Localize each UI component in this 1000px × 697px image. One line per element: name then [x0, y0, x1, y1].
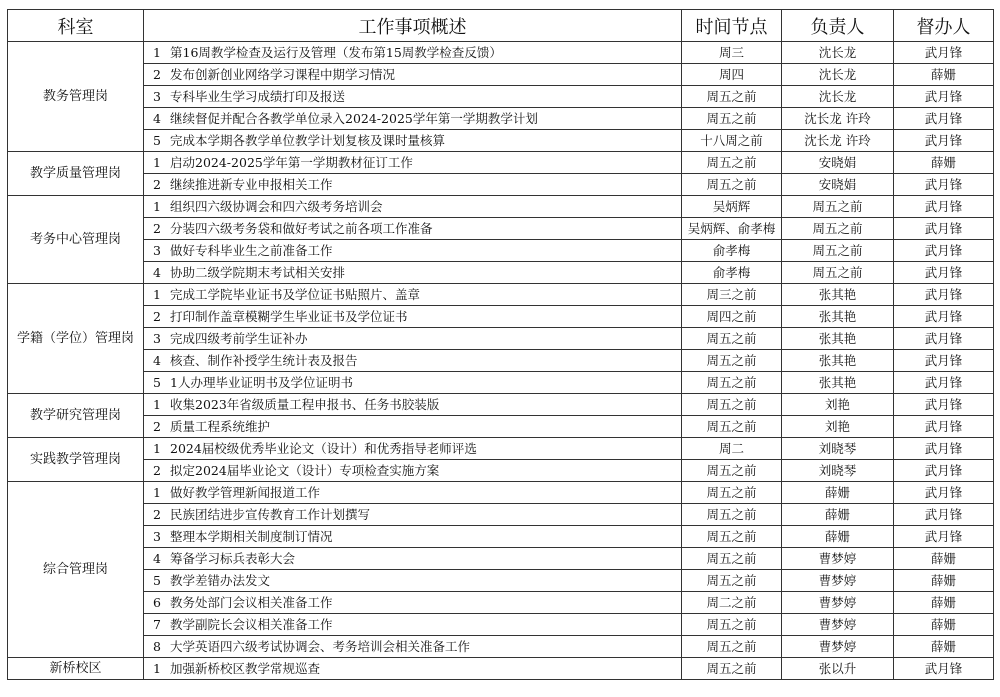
table-row [8, 372, 994, 394]
owner-cell: 沈长龙 许玲 [782, 130, 894, 152]
owner-cell: 周五之前 [782, 218, 894, 240]
item-text: 拟定2024届毕业论文（设计）专项检查实施方案 [170, 462, 440, 478]
supervisor-cell: 武月锋 [894, 526, 994, 548]
item-text: 打印制作盖章模糊学生毕业证书及学位证书 [170, 308, 408, 324]
item-cell [144, 42, 682, 64]
item-number: 4 [153, 352, 161, 368]
item-text: 质量工程系统维护 [170, 418, 271, 434]
supervisor-cell: 武月锋 [894, 86, 994, 108]
time-cell: 俞孝梅 [682, 240, 782, 262]
item-cell [144, 526, 682, 548]
table-row [8, 108, 994, 130]
table-row [8, 416, 994, 438]
time-cell: 周五之前 [682, 86, 782, 108]
supervisor-cell: 武月锋 [894, 174, 994, 196]
time-cell: 周五之前 [682, 636, 782, 658]
table-row [8, 218, 994, 240]
item-cell [144, 504, 682, 526]
item-number: 7 [153, 616, 161, 632]
owner-cell: 曹梦婷 [782, 636, 894, 658]
item-text: 收集2023年省级质量工程申报书、任务书胶装版 [170, 396, 440, 412]
item-number: 5 [153, 572, 161, 588]
supervisor-cell: 武月锋 [894, 394, 994, 416]
table-row [8, 592, 994, 614]
table-row [8, 262, 994, 284]
owner-cell: 薛姗 [782, 482, 894, 504]
owner-cell: 张以升 [782, 658, 894, 680]
item-cell [144, 108, 682, 130]
item-cell [144, 86, 682, 108]
dept-cell: 学籍（学位）管理岗 [8, 284, 144, 394]
supervisor-cell: 武月锋 [894, 438, 994, 460]
supervisor-cell: 武月锋 [894, 460, 994, 482]
item-number: 3 [153, 330, 161, 346]
item-number: 1 [153, 440, 161, 456]
owner-cell: 沈长龙 许玲 [782, 108, 894, 130]
item-number: 1 [153, 286, 161, 302]
supervisor-cell: 武月锋 [894, 482, 994, 504]
owner-cell: 刘艳 [782, 394, 894, 416]
table-row [8, 306, 994, 328]
supervisor-cell: 武月锋 [894, 416, 994, 438]
table-body [8, 42, 994, 680]
owner-cell: 周五之前 [782, 240, 894, 262]
owner-cell: 张其艳 [782, 372, 894, 394]
item-text: 整理本学期相关制度制订情况 [170, 528, 333, 544]
dept-cell: 考务中心管理岗 [8, 196, 144, 284]
time-cell: 周五之前 [682, 570, 782, 592]
item-number: 1 [153, 198, 161, 214]
item-text: 1人办理毕业证明书及学位证明书 [170, 374, 353, 390]
item-text: 完成工学院毕业证书及学位证书贴照片、盖章 [170, 286, 421, 302]
owner-cell: 刘晓琴 [782, 438, 894, 460]
owner-cell: 安晓娟 [782, 152, 894, 174]
time-cell: 周四之前 [682, 306, 782, 328]
table-row [8, 394, 994, 416]
time-cell: 周五之前 [682, 548, 782, 570]
item-number: 1 [153, 154, 161, 170]
supervisor-cell: 薛姗 [894, 152, 994, 174]
weekly-work-table [7, 9, 994, 680]
time-cell: 周五之前 [682, 504, 782, 526]
table-row [8, 658, 994, 680]
item-cell [144, 482, 682, 504]
item-cell [144, 130, 682, 152]
item-cell [144, 262, 682, 284]
time-cell: 周五之前 [682, 658, 782, 680]
item-cell [144, 328, 682, 350]
item-cell [144, 196, 682, 218]
item-cell [144, 658, 682, 680]
item-number: 1 [153, 396, 161, 412]
item-number: 4 [153, 550, 161, 566]
item-number: 2 [153, 66, 161, 82]
item-text: 完成本学期各教学单位教学计划复核及课时量核算 [170, 132, 446, 148]
supervisor-cell: 武月锋 [894, 240, 994, 262]
item-text: 做好教学管理新闻报道工作 [170, 484, 321, 500]
supervisor-cell: 武月锋 [894, 658, 994, 680]
table-row [8, 328, 994, 350]
time-cell: 周二 [682, 438, 782, 460]
item-text: 组织四六级协调会和四六级考务培训会 [170, 198, 383, 214]
supervisor-cell: 薛姗 [894, 614, 994, 636]
dept-cell: 实践教学管理岗 [8, 438, 144, 482]
owner-cell: 周五之前 [782, 262, 894, 284]
table-row [8, 504, 994, 526]
item-number: 2 [153, 462, 161, 478]
time-cell: 周五之前 [682, 350, 782, 372]
table-row [8, 86, 994, 108]
item-text: 2024届校级优秀毕业论文（设计）和优秀指导老师评选 [170, 440, 477, 456]
time-cell: 周五之前 [682, 328, 782, 350]
item-text: 教务处部门会议相关准备工作 [170, 594, 333, 610]
time-cell: 周二之前 [682, 592, 782, 614]
supervisor-cell: 武月锋 [894, 328, 994, 350]
supervisor-cell: 薛姗 [894, 592, 994, 614]
item-number: 2 [153, 506, 161, 522]
dept-cell: 新桥校区 [8, 658, 144, 680]
supervisor-cell: 武月锋 [894, 218, 994, 240]
supervisor-cell: 武月锋 [894, 130, 994, 152]
item-text: 启动2024-2025学年第一学期教材征订工作 [170, 154, 413, 170]
table-row [8, 174, 994, 196]
item-text: 分装四六级考务袋和做好考试之前各项工作准备 [170, 220, 433, 236]
table-row [8, 636, 994, 658]
supervisor-cell: 武月锋 [894, 284, 994, 306]
owner-cell: 张其艳 [782, 306, 894, 328]
table-row [8, 42, 994, 64]
item-cell [144, 394, 682, 416]
time-cell: 周五之前 [682, 526, 782, 548]
supervisor-cell: 武月锋 [894, 306, 994, 328]
item-text: 教学副院长会议相关准备工作 [170, 616, 333, 632]
owner-cell: 曹梦婷 [782, 592, 894, 614]
item-cell [144, 284, 682, 306]
header-row [8, 10, 994, 42]
table-row [8, 240, 994, 262]
item-number: 3 [153, 88, 161, 104]
time-cell: 周五之前 [682, 482, 782, 504]
item-text: 继续推进新专业申报相关工作 [170, 176, 333, 192]
time-cell: 十八周之前 [682, 130, 782, 152]
owner-cell: 张其艳 [782, 284, 894, 306]
time-cell: 周五之前 [682, 372, 782, 394]
owner-cell: 张其艳 [782, 350, 894, 372]
item-text: 继续督促并配合各教学单位录入2024-2025学年第一学期教学计划 [170, 110, 538, 126]
item-number: 2 [153, 418, 161, 434]
item-text: 筹备学习标兵表彰大会 [170, 550, 296, 566]
item-cell [144, 438, 682, 460]
header-supervisor: 督办人 [894, 10, 994, 42]
supervisor-cell: 武月锋 [894, 262, 994, 284]
owner-cell: 曹梦婷 [782, 548, 894, 570]
dept-cell: 教学质量管理岗 [8, 152, 144, 196]
table-row [8, 482, 994, 504]
item-text: 大学英语四六级考试协调会、考务培训会相关准备工作 [170, 638, 471, 654]
time-cell: 周五之前 [682, 108, 782, 130]
item-text: 完成四级考前学生证补办 [170, 330, 308, 346]
supervisor-cell: 武月锋 [894, 350, 994, 372]
table-row [8, 350, 994, 372]
supervisor-cell: 薛姗 [894, 570, 994, 592]
supervisor-cell: 武月锋 [894, 42, 994, 64]
item-text: 加强新桥校区教学常规巡查 [170, 660, 321, 676]
item-text: 核查、制作补授学生统计表及报告 [170, 352, 358, 368]
table-row [8, 548, 994, 570]
item-number: 3 [153, 242, 161, 258]
item-number: 4 [153, 264, 161, 280]
item-number: 6 [153, 594, 161, 610]
supervisor-cell: 武月锋 [894, 504, 994, 526]
time-cell: 吴炳辉、俞孝梅 [682, 218, 782, 240]
item-cell [144, 64, 682, 86]
item-number: 2 [153, 220, 161, 236]
owner-cell: 薛姗 [782, 526, 894, 548]
item-cell [144, 240, 682, 262]
owner-cell: 周五之前 [782, 196, 894, 218]
item-cell [144, 614, 682, 636]
supervisor-cell: 武月锋 [894, 108, 994, 130]
time-cell: 周五之前 [682, 614, 782, 636]
item-cell [144, 548, 682, 570]
item-text: 第16周教学检查及运行及管理（发布第15周教学检查反馈） [170, 44, 502, 60]
table-row [8, 460, 994, 482]
item-cell [144, 152, 682, 174]
owner-cell: 张其艳 [782, 328, 894, 350]
item-cell [144, 570, 682, 592]
owner-cell: 刘晓琴 [782, 460, 894, 482]
header-time: 时间节点 [682, 10, 782, 42]
time-cell: 周五之前 [682, 152, 782, 174]
item-number: 2 [153, 176, 161, 192]
time-cell: 周五之前 [682, 416, 782, 438]
item-cell [144, 416, 682, 438]
item-text: 做好专科毕业生之前准备工作 [170, 242, 333, 258]
item-cell [144, 350, 682, 372]
table-row [8, 284, 994, 306]
item-cell [144, 592, 682, 614]
table-row [8, 570, 994, 592]
item-number: 8 [153, 638, 161, 654]
owner-cell: 刘艳 [782, 416, 894, 438]
time-cell: 俞孝梅 [682, 262, 782, 284]
item-number: 4 [153, 110, 161, 126]
owner-cell: 沈长龙 [782, 64, 894, 86]
item-cell [144, 372, 682, 394]
time-cell: 周四 [682, 64, 782, 86]
item-cell [144, 460, 682, 482]
table-row [8, 526, 994, 548]
owner-cell: 沈长龙 [782, 42, 894, 64]
item-number: 1 [153, 44, 161, 60]
header-dept: 科室 [8, 10, 144, 42]
table-row [8, 438, 994, 460]
time-cell: 吴炳辉 [682, 196, 782, 218]
time-cell: 周五之前 [682, 460, 782, 482]
item-text: 发布创新创业网络学习课程中期学习情况 [170, 66, 396, 82]
item-text: 教学差错办法发文 [170, 572, 271, 588]
time-cell: 周三之前 [682, 284, 782, 306]
item-number: 3 [153, 528, 161, 544]
time-cell: 周三 [682, 42, 782, 64]
header-owner: 负责人 [782, 10, 894, 42]
item-text: 专科毕业生学习成绩打印及报送 [170, 88, 346, 104]
item-cell [144, 174, 682, 196]
supervisor-cell: 武月锋 [894, 196, 994, 218]
supervisor-cell: 武月锋 [894, 372, 994, 394]
item-number: 5 [153, 132, 161, 148]
owner-cell: 曹梦婷 [782, 570, 894, 592]
owner-cell: 安晓娟 [782, 174, 894, 196]
table-row [8, 196, 994, 218]
item-text: 民族团结进步宣传教育工作计划撰写 [170, 506, 371, 522]
table-row [8, 152, 994, 174]
item-cell [144, 306, 682, 328]
supervisor-cell: 薛姗 [894, 548, 994, 570]
item-cell [144, 636, 682, 658]
item-text: 协助二级学院期末考试相关安排 [170, 264, 346, 280]
item-number: 1 [153, 484, 161, 500]
supervisor-cell: 薛姗 [894, 636, 994, 658]
table-row [8, 614, 994, 636]
dept-cell: 综合管理岗 [8, 482, 144, 658]
header-item: 工作事项概述 [144, 10, 682, 42]
item-number: 5 [153, 374, 161, 390]
table-row [8, 64, 994, 86]
dept-cell: 教学研究管理岗 [8, 394, 144, 438]
time-cell: 周五之前 [682, 174, 782, 196]
supervisor-cell: 薛姗 [894, 64, 994, 86]
item-cell [144, 218, 682, 240]
owner-cell: 沈长龙 [782, 86, 894, 108]
time-cell: 周五之前 [682, 394, 782, 416]
owner-cell: 薛姗 [782, 504, 894, 526]
dept-cell: 教务管理岗 [8, 42, 144, 152]
item-number: 2 [153, 308, 161, 324]
table-row [8, 130, 994, 152]
owner-cell: 曹梦婷 [782, 614, 894, 636]
item-number: 1 [153, 660, 161, 676]
